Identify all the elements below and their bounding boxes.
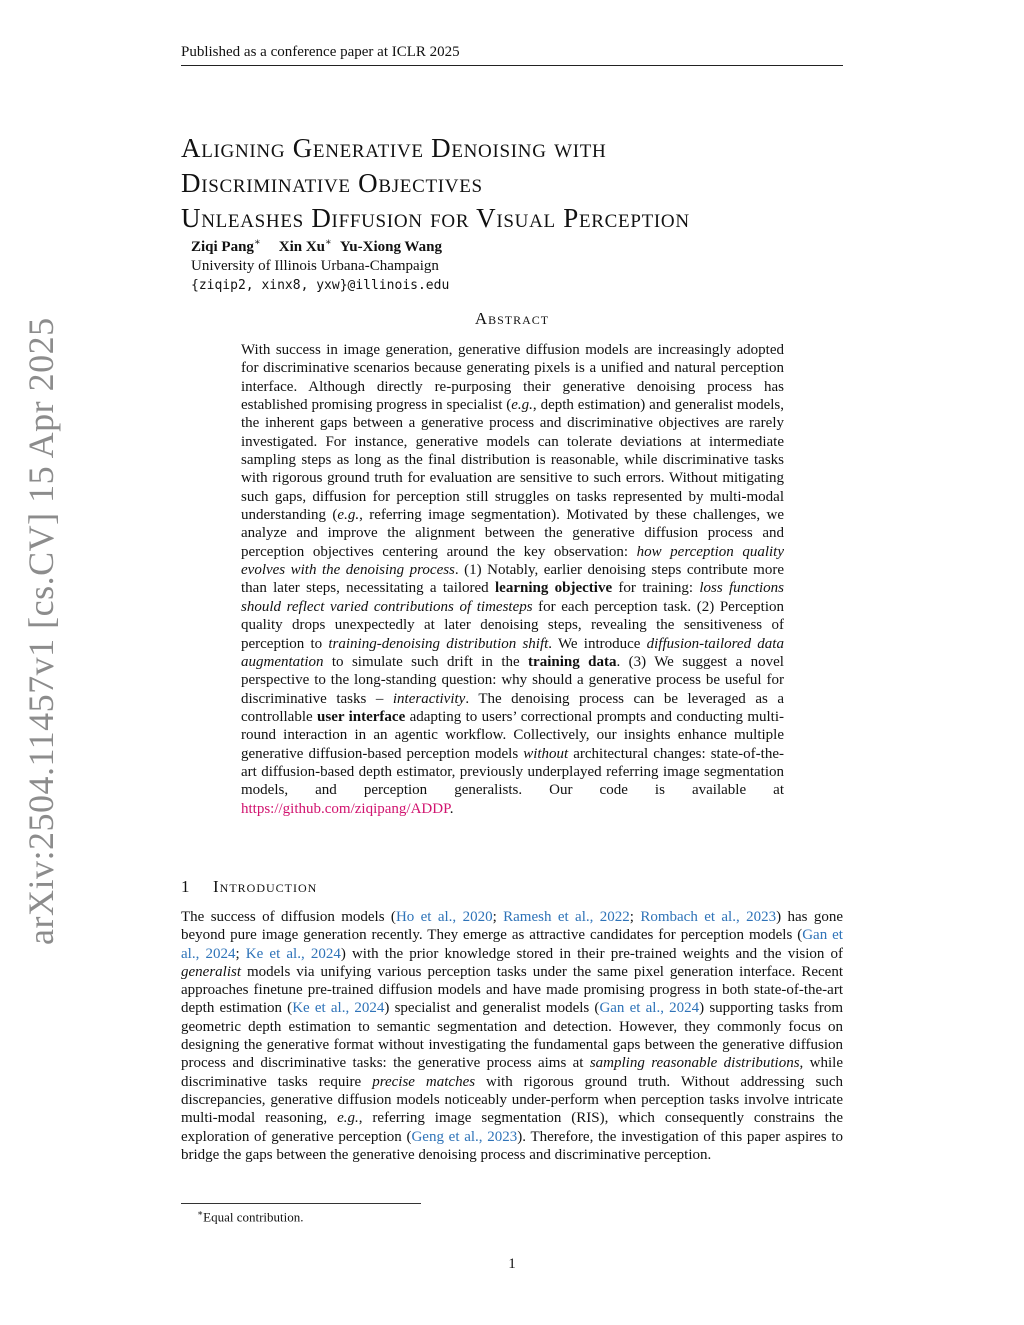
citation-link[interactable]: Ho et al., 2020 (395, 909, 493, 925)
title-line-1: Aligning Generative Denoising with (181, 133, 607, 163)
title-line-2: Discriminative Objectives (181, 168, 483, 198)
footnote-text: Equal contribution. (203, 1209, 304, 1225)
citation-link[interactable]: Gan et al., 2024 (599, 1000, 700, 1017)
abstract-heading: Abstract (474, 309, 550, 328)
citation-link[interactable]: Geng et al., 2023 (411, 1128, 518, 1145)
author-name: Ziqi Pang (191, 239, 254, 255)
author-block (191, 233, 449, 295)
introduction-paragraph: The success of diffusion models (Ho et al., 2020; Ramesh et al., 2022; Rombach et al., 2023) has gone beyond pure image generation recently. They emerge as attractive candidates for perception models (Gan et al., 2024; Ke et al., 2024) with the prior knowledge stored in their pre-trained weights and the vision of generalist models via unifying various perception tasks under the same pixel generation interface. Recent approaches finetune pre-trained diffusion models and have made promising progress in both state-of-the-art depth estimation (Ke et al., 2024) specialist and generalist models (Gan et al., 2024) supporting tasks from geometric depth estimation to semantic segmentation and detection. However, they commonly focus on designing the generative format without investigating the fundamental gaps between the generative diffusion process and discriminative tasks: the generative process aims at sampling reasonable distributions, while discriminative tasks require precise matches with rigorous ground truth. Without addressing such discrepancies, generative diffusion models noticeably under-perform when perception tasks involve intricate multi-modal reasoning, e.g., referring image segmentation (RIS), which consequently constrains the exploration of generative perception (Geng et al., 2023). Therefore, the investigation of this paper aspires to bridge the gaps between the generative denoising process and discriminative perception. (181, 909, 844, 1163)
page-number: 1 (508, 1256, 516, 1272)
section-heading (181, 877, 317, 897)
citation-link[interactable]: Rombach et al., 2023 (640, 909, 777, 925)
footnote-divider (181, 1203, 421, 1204)
citation-link[interactable]: Gan et al., 2024 (181, 927, 843, 962)
paper-title (181, 131, 861, 236)
section-title: Introduction (213, 877, 318, 896)
equal-contribution-mark: ∗ (325, 237, 332, 248)
code-link[interactable]: https://github.com/ziqipang/ADDP (241, 800, 450, 817)
author-names (191, 233, 449, 257)
footnote-mark: ∗ (197, 1208, 204, 1218)
author-name: Xin Xu (278, 239, 326, 255)
footnote (197, 1208, 304, 1225)
author-name: Yu-Xiong Wang (339, 239, 442, 255)
author-emails[interactable]: {ziqip2, xinx8, yxw}@illinois.edu (191, 278, 450, 293)
title-line-3: Unleashes Diffusion for Visual Perception (181, 203, 690, 233)
equal-contribution-mark: ∗ (253, 237, 261, 248)
citation-link[interactable]: Ke et al., 2024 (245, 945, 341, 962)
arxiv-watermark: arXiv:2504.11457v1 [cs.CV] 15 Apr 2025 (21, 317, 61, 945)
citation-link[interactable]: Ke et al., 2024 (292, 1000, 385, 1017)
affiliation: University of Illinois Urbana-Champaign (191, 258, 439, 274)
citation-link[interactable]: Ramesh et al., 2022 (503, 909, 630, 925)
section-number: 1 (181, 877, 190, 896)
abstract-text: With success in image generation, generative diffusion models are increasingly adopted for discriminative scenarios because generating pixels is a unified and natural perception interface. Although directly re-purposing their generative denoising process has established promising progress in specialist (e.g., depth estimation) and generalist models, the inherent gaps between a generative process and discriminative objectives are rarely investigated. For instance, generative models can tolerate deviations at intermediate sampling steps as long as the final distribution is reasonable, while discriminative tasks with rigorous ground truth for evaluation are sensitive to such errors. Without mitigating such gaps, diffusion for perception still struggles on tasks represented by multi-modal understanding (e.g., referring image segmentation). Motivated by these challenges, we analyze and improve the alignment between the generative diffusion process and perception objectives centering around the key observation: how perception quality evolves with the denoising process. (1) Notably, earlier denoising steps contribute more than later steps, necessitating a tailored learning objective for training: loss functions should reflect varied contributions of timesteps for each perception task. (2) Perception quality drops unexpectedly at later denoising steps, revealing the sensitiveness of perception to training-denoising distribution shift. We introduce diffusion-tailored data augmentation to simulate such drift in the training data. (3) We suggest a novel perspective to the long-standing question: why should a generative process be useful for discriminative tasks – interactivity. The denoising process can be leveraged as a controllable user interface adapting to users’ correctional prompts and conducting multi-round interaction in an agentic workflow. Collectively, our insights enhance multiple generative diffusion-based perception models without architectural changes: state-of-the-art diffusion-based depth estimator, previously underplayed referring image segmentation models, and perception generalists. Our code is available at https://github.com/ziqipang/ADDP. (241, 342, 785, 817)
running-header: Published as a conference paper at ICLR 2025 (181, 44, 843, 66)
